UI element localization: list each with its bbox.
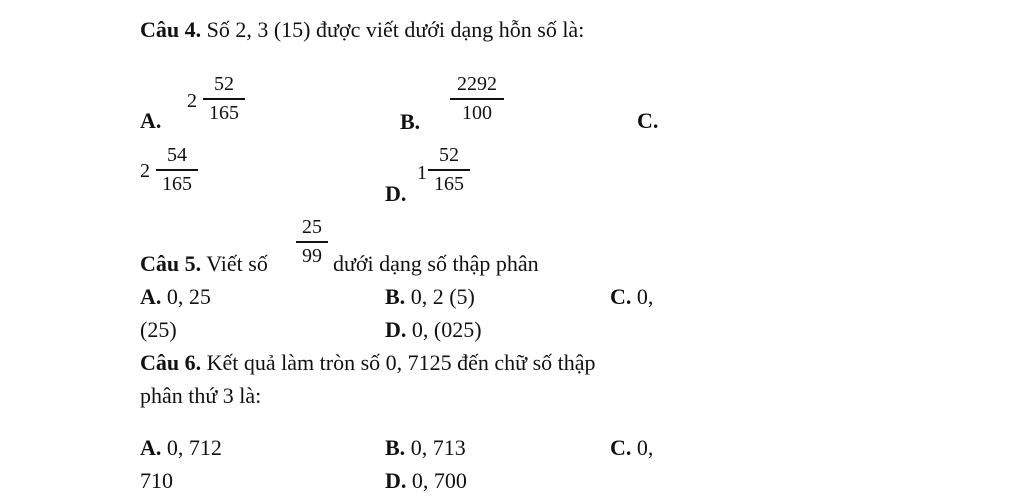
q5-denominator: 99 [302, 244, 322, 267]
q5-heading [140, 251, 268, 277]
fraction-bar [428, 169, 470, 171]
fraction-bar [203, 98, 245, 100]
q6-option-c-value: 0, [636, 435, 654, 460]
q6-text-line1: Kết quả làm tròn số 0, 7125 đến chữ số thập [206, 350, 596, 375]
q5-option-c-value: 0, [636, 284, 654, 309]
q4-option-d-label: D. [385, 181, 407, 206]
fraction-bar [296, 241, 328, 243]
q6-option-c-value-cont: 710 [140, 468, 173, 493]
q4-option-c-label: C. [637, 108, 659, 133]
q6-option-a-value: 0, 712 [166, 435, 222, 460]
q5-text-after: dưới dạng số thập phân [333, 251, 539, 276]
q4-option-c-numerator: 54 [167, 144, 187, 166]
q4-option-b-denominator: 100 [462, 101, 492, 124]
q4-heading [140, 17, 584, 43]
q4-option-d-fraction [428, 144, 470, 195]
q6-option-b-label: B. [385, 435, 406, 460]
q6-text-line2: phân thứ 3 là: [140, 383, 262, 408]
q4-option-d-numerator: 52 [439, 144, 459, 166]
q4-option-d-whole: 1 [417, 162, 427, 184]
q4-option-a-whole: 2 [187, 90, 197, 112]
q6-heading [140, 350, 596, 376]
q6-option-a-label: A. [140, 435, 162, 460]
q4-option-b-fraction [450, 73, 504, 124]
q4-text: Số 2, 3 (15) được viết dưới dạng hỗn số là: [206, 17, 585, 42]
q6-option-d [385, 468, 467, 494]
q5-option-c [610, 284, 653, 310]
q5-title: Câu 5. [140, 251, 202, 276]
q5-option-b [385, 284, 475, 310]
q6-option-a [140, 435, 222, 461]
q5-option-d-value: 0, (025) [411, 317, 482, 342]
q5-option-a-label: A. [140, 284, 162, 309]
fraction-bar [156, 169, 198, 171]
q4-option-c-whole: 2 [140, 160, 150, 182]
q6-option-c-label: C. [610, 435, 632, 460]
q6-option-b [385, 435, 466, 461]
fraction-bar [450, 98, 504, 100]
q5-text-before: Viết số [206, 251, 268, 276]
q5-numerator: 25 [302, 216, 322, 238]
q6-option-b-value: 0, 713 [410, 435, 466, 460]
q5-fraction [296, 216, 328, 267]
q5-option-c-label: C. [610, 284, 632, 309]
q4-option-b-numerator: 2292 [457, 73, 497, 95]
q4-option-b-label: B. [400, 109, 421, 134]
q4-option-a-numerator: 52 [214, 73, 234, 95]
q5-option-b-label: B. [385, 284, 406, 309]
q4-option-a-label: A. [140, 108, 162, 133]
q5-option-d-label: D. [385, 317, 407, 342]
q4-option-c-denominator: 165 [162, 172, 192, 195]
q5-option-a [140, 284, 211, 310]
q5-option-b-value: 0, 2 (5) [410, 284, 475, 309]
q6-option-d-label: D. [385, 468, 407, 493]
q4-option-d-denominator: 165 [434, 172, 464, 195]
q4-option-a-fraction [203, 73, 245, 124]
q5-option-d [385, 317, 482, 343]
q5-option-c-value-cont: (25) [140, 317, 177, 342]
q4-option-a-denominator: 165 [209, 101, 239, 124]
q4-title: Câu 4. [140, 17, 202, 42]
q5-option-a-value: 0, 25 [166, 284, 211, 309]
q4-option-c-fraction [156, 144, 198, 195]
q6-option-d-value: 0, 700 [411, 468, 467, 493]
q6-option-c [610, 435, 653, 461]
q6-title: Câu 6. [140, 350, 202, 375]
